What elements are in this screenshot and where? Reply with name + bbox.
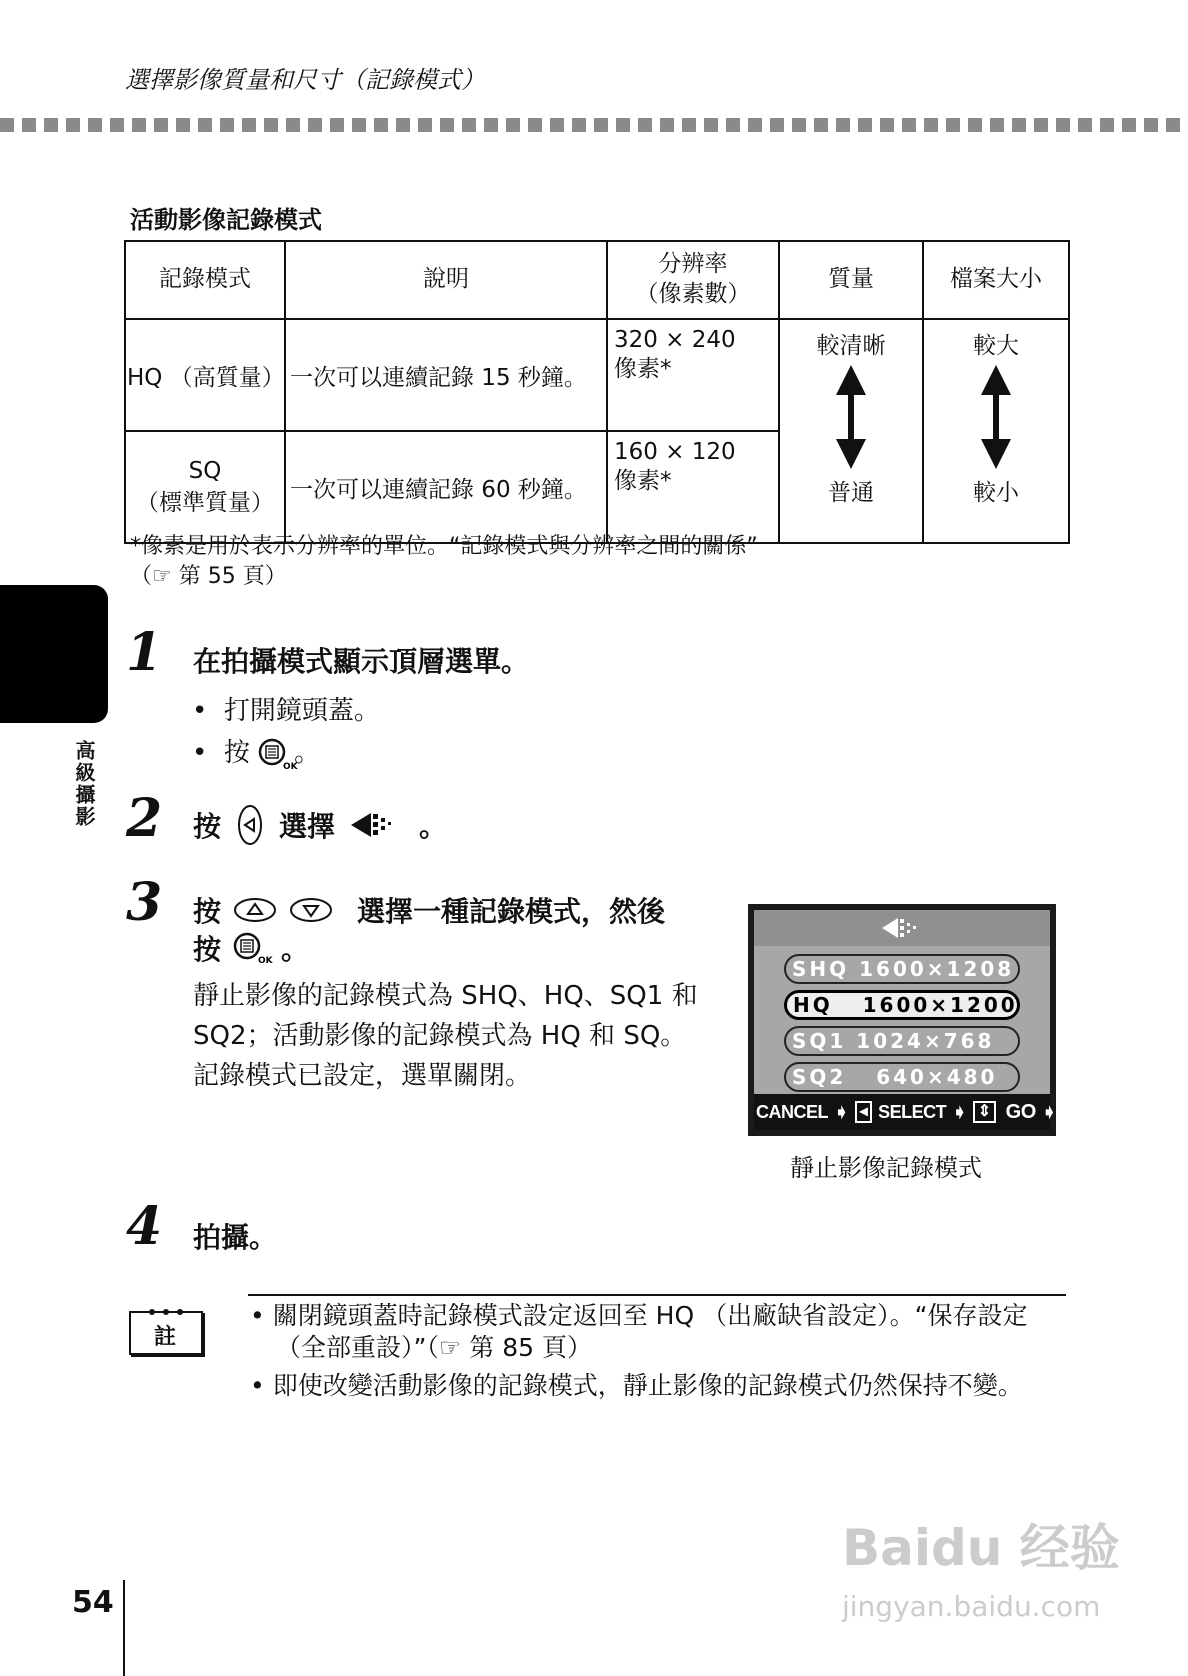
step-1-number: 1 <box>126 622 163 683</box>
note-bullet-2: • 即使改變活動影像的記錄模式，靜止影像的記錄模式仍然保持不變。 <box>250 1371 1023 1400</box>
lcd-caption: 靜止影像記錄模式 <box>790 1154 982 1182</box>
step-3-line2-pre: 按 <box>193 933 222 966</box>
note-icon-label: 註 <box>154 1325 177 1350</box>
step-2-post: 。 <box>419 810 448 843</box>
dash-segment <box>396 118 410 132</box>
dash-segment <box>660 118 674 132</box>
header-res-line2: （像素數） <box>635 281 751 307</box>
note-bullet-2-text: 即使改變活動影像的記錄模式，靜止影像的記錄模式仍然保持不變。 <box>272 1371 1023 1400</box>
page-header-title: 選擇影像質量和尺寸（記錄模式） <box>125 66 485 94</box>
step-1-bullet-1: • 打開鏡頭蓋。 <box>192 696 380 726</box>
arrow-right-icon: ➧ <box>1041 1101 1057 1122</box>
dash-segment <box>748 118 762 132</box>
filesize-cell <box>923 319 1069 543</box>
dash-segment <box>330 118 344 132</box>
header-res-line1: 分辨率 <box>658 251 728 278</box>
step-3-pre: 按 <box>193 895 222 928</box>
note-bullet-1-line2: （全部重設）”（☞ 第 85 頁） <box>276 1333 593 1362</box>
table-header-row <box>125 241 1069 319</box>
double-arrow-icon <box>981 365 1011 469</box>
dash-segment <box>902 118 916 132</box>
lcd-title-bar <box>754 910 1050 946</box>
lcd-go-label: GO <box>1005 1100 1036 1123</box>
dash-segment <box>462 118 476 132</box>
dash-segment <box>924 118 938 132</box>
step-2-pre: 按 <box>193 810 222 843</box>
up-arrow-button-icon <box>233 896 277 924</box>
dash-segment <box>506 118 520 132</box>
lcd-guide-bar <box>754 1094 1094 1130</box>
baidu-watermark-logo: Baidu 经验 <box>842 1519 1120 1577</box>
step-4-number: 4 <box>126 1196 163 1257</box>
step-3-line1 <box>193 890 665 930</box>
dash-segment <box>44 118 58 132</box>
header-dash-divider <box>0 118 1188 132</box>
dash-segment <box>1012 118 1026 132</box>
page-number: 54 <box>72 1585 114 1620</box>
svg-text:OK: OK <box>283 761 298 772</box>
header-quality: 質量 <box>779 241 923 319</box>
dash-segment <box>308 118 322 132</box>
step-3-line2 <box>193 928 309 968</box>
step-2-number: 2 <box>126 788 163 849</box>
dash-segment <box>836 118 850 132</box>
down-arrow-button-icon <box>289 896 333 924</box>
dash-segment <box>418 118 432 132</box>
quality-low: 普通 <box>828 480 874 506</box>
chapter-side-label: 高級攝影 <box>72 740 96 828</box>
recording-mode-table <box>124 240 1070 544</box>
step-1-title: 在拍攝模式顯示頂層選單。 <box>193 645 530 678</box>
step-2-line <box>193 804 447 846</box>
dash-segment <box>990 118 1004 132</box>
size-high: 較大 <box>973 333 1019 359</box>
step-1-bullet-1-text: 打開鏡頭蓋。 <box>223 696 380 726</box>
dash-segment <box>770 118 784 132</box>
dash-segment <box>792 118 806 132</box>
dash-segment <box>1144 118 1158 132</box>
dash-segment <box>880 118 894 132</box>
lcd-option-sq2[interactable]: SQ2 640×480 <box>784 1062 1020 1092</box>
note-rule <box>248 1294 1066 1296</box>
lcd-select-label: SELECT <box>878 1101 947 1122</box>
row-sq-mode <box>125 431 285 543</box>
dash-segment <box>572 118 586 132</box>
footnote-line2: （☞ 第 55 頁） <box>130 564 287 589</box>
dash-segment <box>550 118 564 132</box>
step-3-body-line1: 靜止影像的記錄模式為 SHQ、HQ、SQ1 和 <box>193 981 698 1011</box>
dash-segment <box>66 118 80 132</box>
row-hq-res-line2: 像素* <box>614 355 672 382</box>
menu-ok-button-icon <box>258 737 298 772</box>
dash-segment <box>946 118 960 132</box>
dash-segment <box>220 118 234 132</box>
header-mode: 記錄模式 <box>125 241 285 319</box>
arrow-right-icon: ➧ <box>834 1101 849 1122</box>
dash-segment <box>484 118 498 132</box>
dash-segment <box>616 118 630 132</box>
dash-segment <box>374 118 388 132</box>
dash-segment <box>704 118 718 132</box>
step-3-body-line3: 記錄模式已設定，選單關閉。 <box>193 1061 532 1091</box>
lcd-option-sq1[interactable]: SQ1 1024×768 <box>784 1026 1020 1056</box>
updown-key-icon: ⇕ <box>973 1101 996 1123</box>
dash-segment <box>726 118 740 132</box>
chapter-tab <box>0 585 108 723</box>
row-hq-res-line1: 320 × 240 <box>614 327 736 353</box>
dash-segment <box>264 118 278 132</box>
dash-segment <box>968 118 982 132</box>
arrow-right-icon: ➧ <box>952 1101 967 1122</box>
quality-cell <box>779 319 923 543</box>
note-bullet-1-line1: 關閉鏡頭蓋時記錄模式設定返回至 HQ （出廠缺省設定）。“保存設定 <box>272 1301 1028 1330</box>
dash-segment <box>286 118 300 132</box>
left-arrow-button-icon <box>237 804 263 846</box>
dash-segment <box>682 118 696 132</box>
step-1-bullet-2-end: 。 <box>294 738 321 768</box>
header-resolution <box>607 241 779 319</box>
row-sq-desc: 一次可以連續記錄 60 秒鐘。 <box>285 431 607 543</box>
row-sq-mode-line2: （標準質量） <box>136 489 274 516</box>
double-arrow-icon <box>836 365 866 469</box>
step-3-mid: 選擇一種記錄模式，然後 <box>357 895 666 928</box>
row-sq-res-line2: 像素* <box>614 467 672 494</box>
step-3-line2-post: 。 <box>281 933 310 966</box>
dash-segment <box>22 118 36 132</box>
dash-segment <box>198 118 212 132</box>
dash-segment <box>814 118 828 132</box>
row-hq-mode: HQ （高質量） <box>125 319 285 431</box>
row-sq-res-line1: 160 × 120 <box>614 439 736 465</box>
page-number-rule <box>123 1580 125 1676</box>
footnote <box>130 532 758 592</box>
row-sq-mode-line1: SQ <box>188 457 222 484</box>
dash-segment <box>110 118 124 132</box>
baidu-watermark-url: jingyan.baidu.com <box>842 1590 1101 1623</box>
step-2-mid: 選擇 <box>279 810 336 843</box>
dash-segment <box>1056 118 1070 132</box>
dash-segment <box>132 118 146 132</box>
dash-segment <box>858 118 872 132</box>
dash-segment <box>242 118 256 132</box>
dash-segment <box>440 118 454 132</box>
menu-ok-button-icon <box>233 931 273 966</box>
header-filesize: 檔案大小 <box>923 241 1069 319</box>
dash-segment <box>528 118 542 132</box>
section-title: 活動影像記錄模式 <box>130 206 322 234</box>
lcd-cancel-label: CANCEL <box>756 1101 828 1122</box>
dash-segment <box>88 118 102 132</box>
header-desc: 說明 <box>285 241 607 319</box>
dash-segment <box>1122 118 1136 132</box>
dash-segment <box>0 118 14 132</box>
step-3-body <box>193 976 698 1096</box>
footnote-line1: *像素是用於表示分辨率的單位。“記錄模式與分辨率之間的關係” <box>130 534 758 559</box>
dash-segment <box>1078 118 1092 132</box>
left-key-icon: ◂ <box>855 1101 873 1123</box>
dash-segment <box>1100 118 1114 132</box>
lcd-option-hq[interactable]: HQ 1600×1200 <box>784 990 1020 1020</box>
step-1-bullet-2: • 按 OK 。 <box>192 738 321 772</box>
size-low: 較小 <box>973 480 1019 506</box>
dash-segment <box>1034 118 1048 132</box>
dash-segment <box>1166 118 1180 132</box>
svg-text:OK: OK <box>258 956 273 966</box>
dash-segment <box>352 118 366 132</box>
dash-segment <box>154 118 168 132</box>
row-hq-resolution <box>607 319 779 431</box>
camera-lcd-screen <box>748 904 1094 1136</box>
record-mode-icon <box>351 810 403 840</box>
dash-segment <box>176 118 190 132</box>
lcd-ok-label: OK <box>1062 1101 1098 1123</box>
dash-segment <box>594 118 608 132</box>
row-sq-resolution <box>607 431 779 543</box>
quality-high: 較清晰 <box>816 333 886 359</box>
step-4-title: 拍攝。 <box>193 1221 278 1254</box>
step-3-body-line2: SQ2；活動影像的記錄模式為 HQ 和 SQ。 <box>193 1021 687 1051</box>
table-row <box>125 319 1069 431</box>
note-bullet-1: • 關閉鏡頭蓋時記錄模式設定返回至 HQ （出廠缺省設定）。“保存設定 （全部重設）”（☞ 第 85 頁） <box>250 1301 1028 1362</box>
step-3-number: 3 <box>126 872 163 933</box>
step-1-bullet-2-text: 按 <box>223 738 259 768</box>
record-mode-icon <box>882 916 926 940</box>
row-hq-desc: 一次可以連續記錄 15 秒鐘。 <box>285 319 607 431</box>
dash-segment <box>638 118 652 132</box>
lcd-option-shq[interactable]: SHQ 1600×1208 <box>784 954 1020 984</box>
